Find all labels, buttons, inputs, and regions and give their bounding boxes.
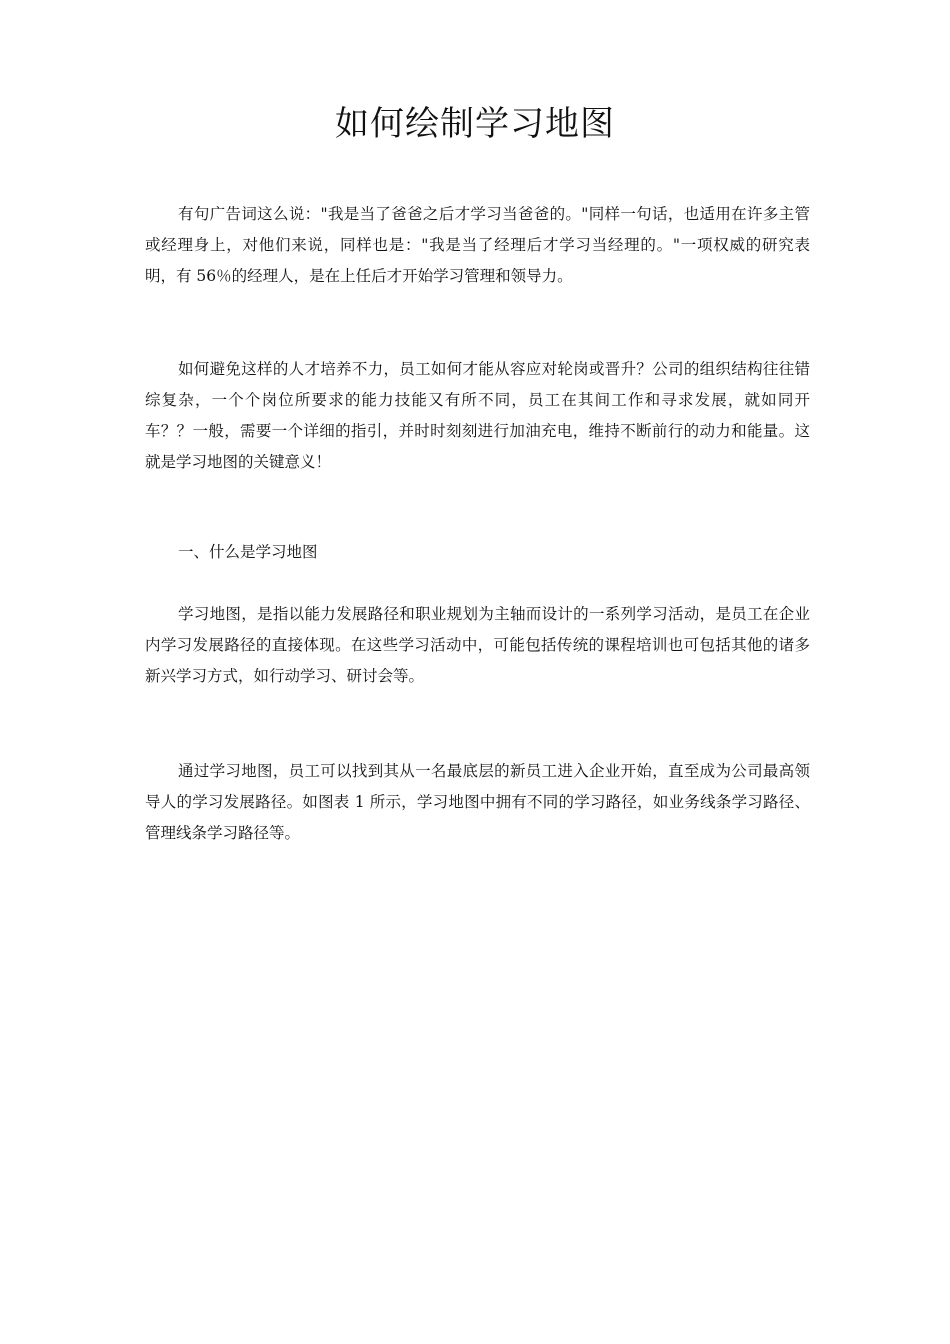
section-heading: 一、什么是学习地图 [178,543,318,561]
paragraph-intro: 有句广告词这么说："我是当了爸爸之后才学习当爸爸的。"同样一句话，也适用在许多主管或经理身上，对他们来说，同样也是："我是当了经理后才学习当经理的。"一项权威的研究表明，有 56％的经理人，是在上任后才开始学习管理和领导力。 [145,205,810,285]
paragraph-problem: 如何避免这样的人才培养不力，员工如何才能从容应对轮岗或晋升？公司的组织结构往往错综复杂，一个个岗位所要求的能力技能又有所不同，员工在其间工作和寻求发展，就如同开车？？一般，需要一个详细的指引，并时时刻刻进行加油充电，维持不断前行的动力和能量。这就是学习地图的关键意义！ [145,360,810,471]
paragraph-path: 通过学习地图，员工可以找到其从一名最底层的新员工进入企业开始，直至成为公司最高领导人的学习发展路径。如图表 1 所示，学习地图中拥有不同的学习路径，如业务线条学习路径、管理线条学习路径等。 [145,762,810,842]
paragraph-definition: 学习地图，是指以能力发展路径和职业规划为主轴而设计的一系列学习活动，是员工在企业内学习发展路径的直接体现。在这些学习活动中，可能包括传统的课程培训也可包括其他的诸多新兴学习方式，如行动学习、研讨会等。 [145,605,810,685]
document-title: 如何绘制学习地图 [335,104,615,144]
